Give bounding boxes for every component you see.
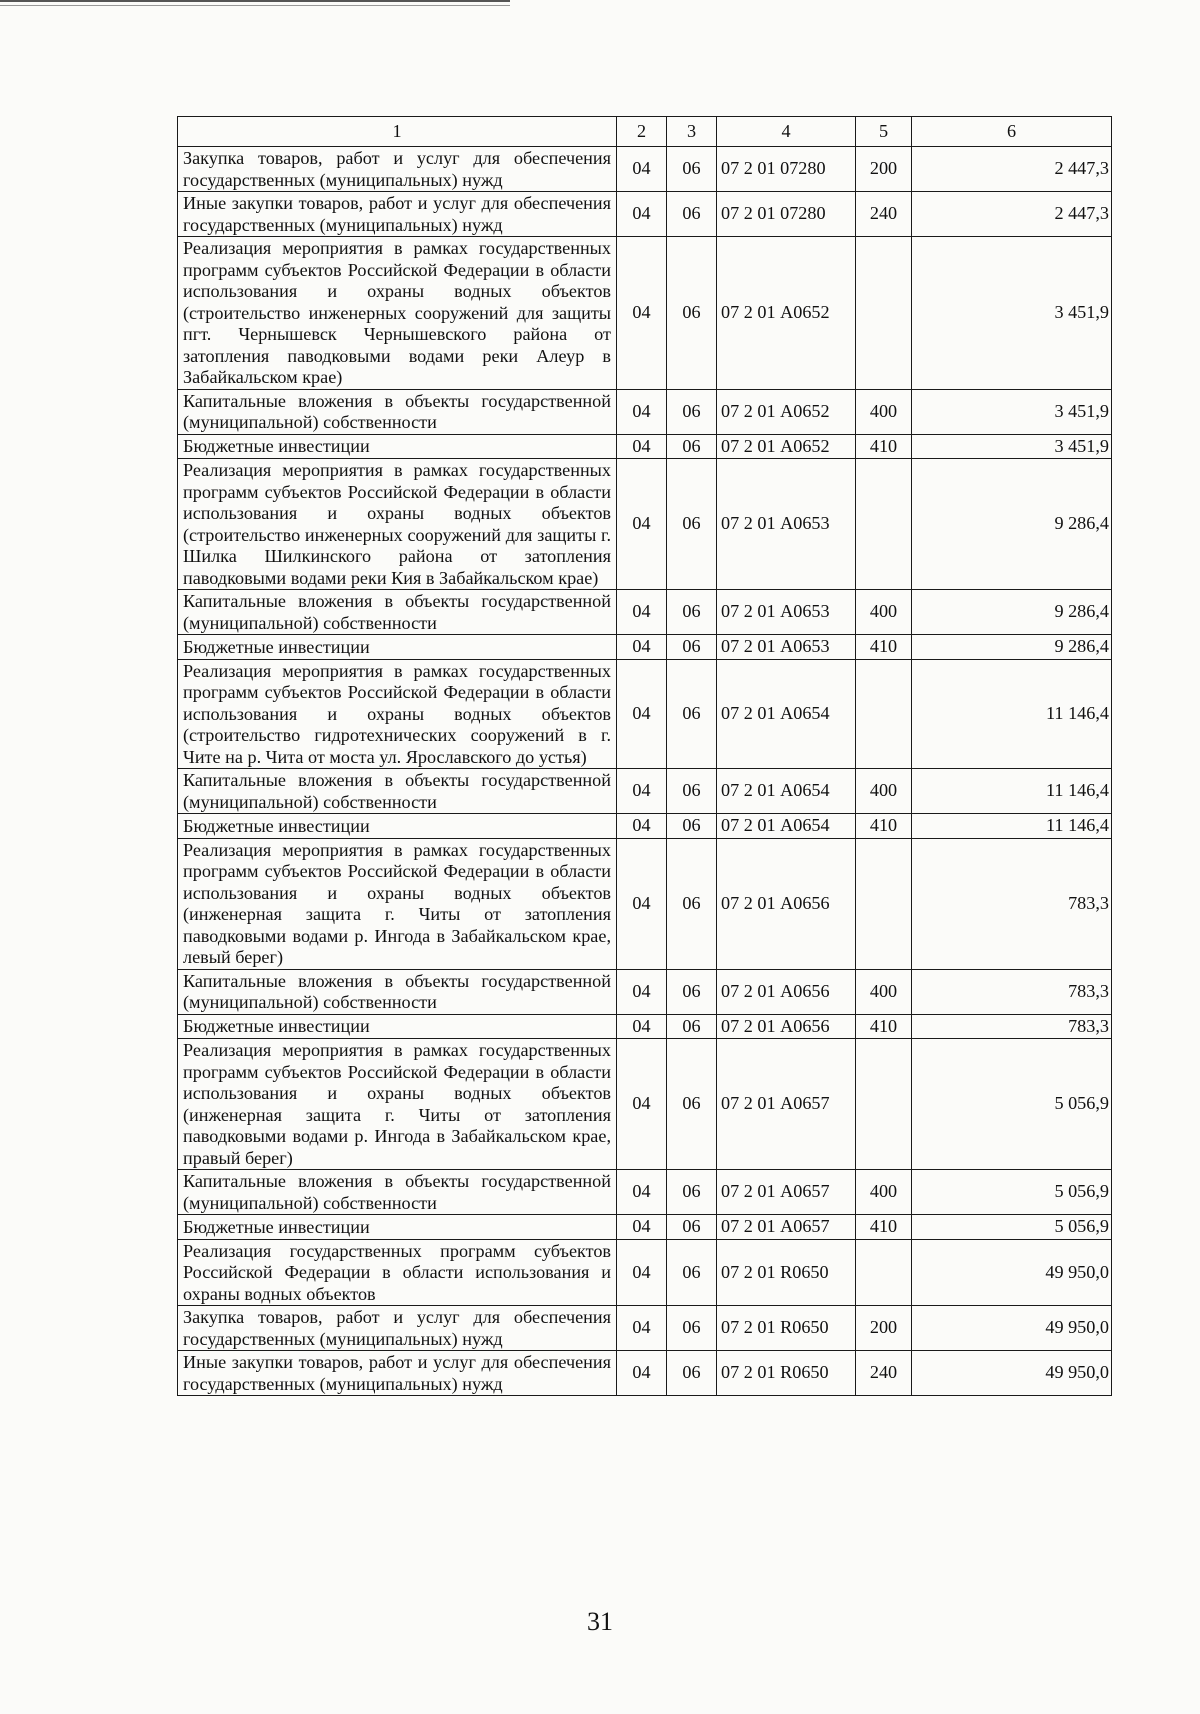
row-amount-cell: 11 146,4 (912, 769, 1112, 814)
row-subsection-cell: 06 (667, 1170, 717, 1215)
row-target-article-cell: 07 2 01 07280 (717, 192, 856, 237)
row-section-cell: 04 (617, 659, 667, 769)
table-row (178, 814, 1112, 839)
row-name-cell: Бюджетные инвестиции (178, 434, 617, 459)
row-subsection-cell: 06 (667, 769, 717, 814)
row-section-cell: 04 (617, 635, 667, 660)
row-name-cell: Капитальные вложения в объекты государственной (муниципальной) собственности (178, 590, 617, 635)
row-target-article-cell: 07 2 01 А0656 (717, 1014, 856, 1039)
row-expense-type-cell: 400 (856, 1170, 912, 1215)
row-amount-cell: 3 451,9 (912, 434, 1112, 459)
row-target-article-cell: 07 2 01 А0652 (717, 434, 856, 459)
row-amount-cell: 9 286,4 (912, 635, 1112, 660)
table-row (178, 635, 1112, 660)
row-amount-cell: 783,3 (912, 1014, 1112, 1039)
table-row (178, 459, 1112, 590)
row-section-cell: 04 (617, 814, 667, 839)
row-amount-cell: 49 950,0 (912, 1306, 1112, 1351)
row-subsection-cell: 06 (667, 1306, 717, 1351)
row-name-cell: Бюджетные инвестиции (178, 814, 617, 839)
row-expense-type-cell (856, 237, 912, 390)
row-amount-cell: 5 056,9 (912, 1039, 1112, 1170)
row-expense-type-cell: 400 (856, 389, 912, 434)
scan-edge-line (0, 0, 510, 6)
table-row (178, 590, 1112, 635)
row-name-cell: Реализация мероприятия в рамках государственных программ субъектов Российской Федерации в области использования и охраны водных объектов (строительство гидротехнических сооружений в г. Чите на р. Чита от моста ул. Ярославского до устья) (178, 659, 617, 769)
row-expense-type-cell: 410 (856, 1215, 912, 1240)
header-col-1: 1 (178, 117, 617, 147)
row-expense-type-cell: 410 (856, 814, 912, 839)
row-expense-type-cell: 410 (856, 635, 912, 660)
row-section-cell: 04 (617, 434, 667, 459)
row-name-cell: Закупка товаров, работ и услуг для обеспечения государственных (муниципальных) нужд (178, 147, 617, 192)
row-amount-cell: 2 447,3 (912, 147, 1112, 192)
row-amount-cell: 3 451,9 (912, 389, 1112, 434)
row-target-article-cell: 07 2 01 А0653 (717, 459, 856, 590)
row-name-cell: Бюджетные инвестиции (178, 1014, 617, 1039)
row-expense-type-cell: 240 (856, 1351, 912, 1396)
table-row (178, 1239, 1112, 1306)
table-row (178, 1351, 1112, 1396)
header-col-4: 4 (717, 117, 856, 147)
row-subsection-cell: 06 (667, 192, 717, 237)
header-col-6: 6 (912, 117, 1112, 147)
row-expense-type-cell (856, 1039, 912, 1170)
row-amount-cell: 3 451,9 (912, 237, 1112, 390)
row-target-article-cell: 07 2 01 07280 (717, 147, 856, 192)
row-subsection-cell: 06 (667, 590, 717, 635)
table-row (178, 434, 1112, 459)
row-section-cell: 04 (617, 192, 667, 237)
row-target-article-cell: 07 2 01 А0657 (717, 1215, 856, 1240)
row-subsection-cell: 06 (667, 659, 717, 769)
row-target-article-cell: 07 2 01 А0652 (717, 389, 856, 434)
row-section-cell: 04 (617, 1306, 667, 1351)
row-target-article-cell: 07 2 01 R0650 (717, 1306, 856, 1351)
row-section-cell: 04 (617, 147, 667, 192)
header-col-3: 3 (667, 117, 717, 147)
header-col-2: 2 (617, 117, 667, 147)
row-subsection-cell: 06 (667, 1039, 717, 1170)
row-amount-cell: 9 286,4 (912, 459, 1112, 590)
row-expense-type-cell (856, 659, 912, 769)
row-amount-cell: 5 056,9 (912, 1215, 1112, 1240)
header-col-5: 5 (856, 117, 912, 147)
table-row (178, 389, 1112, 434)
row-name-cell: Реализация мероприятия в рамках государственных программ субъектов Российской Федерации в области использования и охраны водных объектов (строительство инженерных сооружений для защиты г. Шилка Шилкинского района от затопления паводковыми водами реки Кия в Забайкальском крае) (178, 459, 617, 590)
table-row (178, 192, 1112, 237)
table-row (178, 1215, 1112, 1240)
row-amount-cell: 49 950,0 (912, 1351, 1112, 1396)
row-target-article-cell: 07 2 01 А0656 (717, 838, 856, 969)
row-section-cell: 04 (617, 1014, 667, 1039)
row-name-cell: Бюджетные инвестиции (178, 635, 617, 660)
table-row (178, 147, 1112, 192)
row-target-article-cell: 07 2 01 R0650 (717, 1351, 856, 1396)
row-section-cell: 04 (617, 1215, 667, 1240)
page-number: 31 (587, 1607, 613, 1636)
row-amount-cell: 9 286,4 (912, 590, 1112, 635)
row-target-article-cell: 07 2 01 А0652 (717, 237, 856, 390)
row-amount-cell: 11 146,4 (912, 659, 1112, 769)
row-subsection-cell: 06 (667, 237, 717, 390)
row-amount-cell: 5 056,9 (912, 1170, 1112, 1215)
table-row (178, 1014, 1112, 1039)
row-name-cell: Капитальные вложения в объекты государственной (муниципальной) собственности (178, 1170, 617, 1215)
row-target-article-cell: 07 2 01 А0656 (717, 969, 856, 1014)
table-row (178, 769, 1112, 814)
row-expense-type-cell: 400 (856, 769, 912, 814)
row-section-cell: 04 (617, 1039, 667, 1170)
table-row (178, 1170, 1112, 1215)
row-expense-type-cell: 400 (856, 590, 912, 635)
row-target-article-cell: 07 2 01 А0654 (717, 659, 856, 769)
row-name-cell: Капитальные вложения в объекты государственной (муниципальной) собственности (178, 769, 617, 814)
row-section-cell: 04 (617, 838, 667, 969)
row-expense-type-cell: 410 (856, 434, 912, 459)
row-amount-cell: 11 146,4 (912, 814, 1112, 839)
row-target-article-cell: 07 2 01 А0654 (717, 769, 856, 814)
row-target-article-cell: 07 2 01 А0654 (717, 814, 856, 839)
table-row (178, 1039, 1112, 1170)
table-row (178, 659, 1112, 769)
row-subsection-cell: 06 (667, 1215, 717, 1240)
table-row (178, 1306, 1112, 1351)
budget-table (177, 116, 1112, 1396)
row-amount-cell: 49 950,0 (912, 1239, 1112, 1306)
row-expense-type-cell (856, 838, 912, 969)
row-subsection-cell: 06 (667, 1014, 717, 1039)
row-expense-type-cell (856, 459, 912, 590)
row-expense-type-cell (856, 1239, 912, 1306)
row-section-cell: 04 (617, 1351, 667, 1396)
row-target-article-cell: 07 2 01 А0653 (717, 635, 856, 660)
row-subsection-cell: 06 (667, 838, 717, 969)
row-section-cell: 04 (617, 969, 667, 1014)
row-subsection-cell: 06 (667, 1239, 717, 1306)
row-amount-cell: 783,3 (912, 969, 1112, 1014)
row-name-cell: Реализация мероприятия в рамках государственных программ субъектов Российской Федерации в области использования и охраны водных объектов (инженерная защита г. Читы от затопления паводковыми водами р. Ингода в Забайкальском крае, правый берег) (178, 1039, 617, 1170)
row-expense-type-cell: 200 (856, 1306, 912, 1351)
table-row (178, 838, 1112, 969)
row-target-article-cell: 07 2 01 А0657 (717, 1039, 856, 1170)
row-name-cell: Реализация мероприятия в рамках государственных программ субъектов Российской Федерации в области использования и охраны водных объектов (строительство инженерных сооружений для защиты пгт. Чернышевск Чернышевского района от затопления паводковыми водами реки Алеур в Забайкальском крае) (178, 237, 617, 390)
row-section-cell: 04 (617, 459, 667, 590)
row-subsection-cell: 06 (667, 635, 717, 660)
row-subsection-cell: 06 (667, 969, 717, 1014)
row-subsection-cell: 06 (667, 1351, 717, 1396)
row-section-cell: 04 (617, 237, 667, 390)
row-subsection-cell: 06 (667, 147, 717, 192)
row-name-cell: Реализация мероприятия в рамках государственных программ субъектов Российской Федерации в области использования и охраны водных объектов (инженерная защита г. Читы от затопления паводковыми водами р. Ингода в Забайкальском крае, левый берег) (178, 838, 617, 969)
row-expense-type-cell: 240 (856, 192, 912, 237)
row-name-cell: Закупка товаров, работ и услуг для обеспечения государственных (муниципальных) нужд (178, 1306, 617, 1351)
table-row (178, 969, 1112, 1014)
row-name-cell: Бюджетные инвестиции (178, 1215, 617, 1240)
row-target-article-cell: 07 2 01 R0650 (717, 1239, 856, 1306)
row-subsection-cell: 06 (667, 814, 717, 839)
row-expense-type-cell: 400 (856, 969, 912, 1014)
row-amount-cell: 783,3 (912, 838, 1112, 969)
row-section-cell: 04 (617, 389, 667, 434)
row-name-cell: Капитальные вложения в объекты государственной (муниципальной) собственности (178, 969, 617, 1014)
row-subsection-cell: 06 (667, 434, 717, 459)
table-body (178, 147, 1112, 1396)
row-section-cell: 04 (617, 590, 667, 635)
row-target-article-cell: 07 2 01 А0657 (717, 1170, 856, 1215)
row-expense-type-cell: 200 (856, 147, 912, 192)
row-name-cell: Иные закупки товаров, работ и услуг для обеспечения государственных (муниципальных) нужд (178, 192, 617, 237)
row-section-cell: 04 (617, 1239, 667, 1306)
table-row (178, 237, 1112, 390)
row-name-cell: Капитальные вложения в объекты государственной (муниципальной) собственности (178, 389, 617, 434)
row-expense-type-cell: 410 (856, 1014, 912, 1039)
row-name-cell: Иные закупки товаров, работ и услуг для обеспечения государственных (муниципальных) нужд (178, 1351, 617, 1396)
row-section-cell: 04 (617, 769, 667, 814)
row-name-cell: Реализация государственных программ субъектов Российской Федерации в области использования и охраны водных объектов (178, 1239, 617, 1306)
row-section-cell: 04 (617, 1170, 667, 1215)
row-subsection-cell: 06 (667, 389, 717, 434)
row-amount-cell: 2 447,3 (912, 192, 1112, 237)
row-target-article-cell: 07 2 01 А0653 (717, 590, 856, 635)
table-header-row (178, 117, 1112, 147)
row-subsection-cell: 06 (667, 459, 717, 590)
